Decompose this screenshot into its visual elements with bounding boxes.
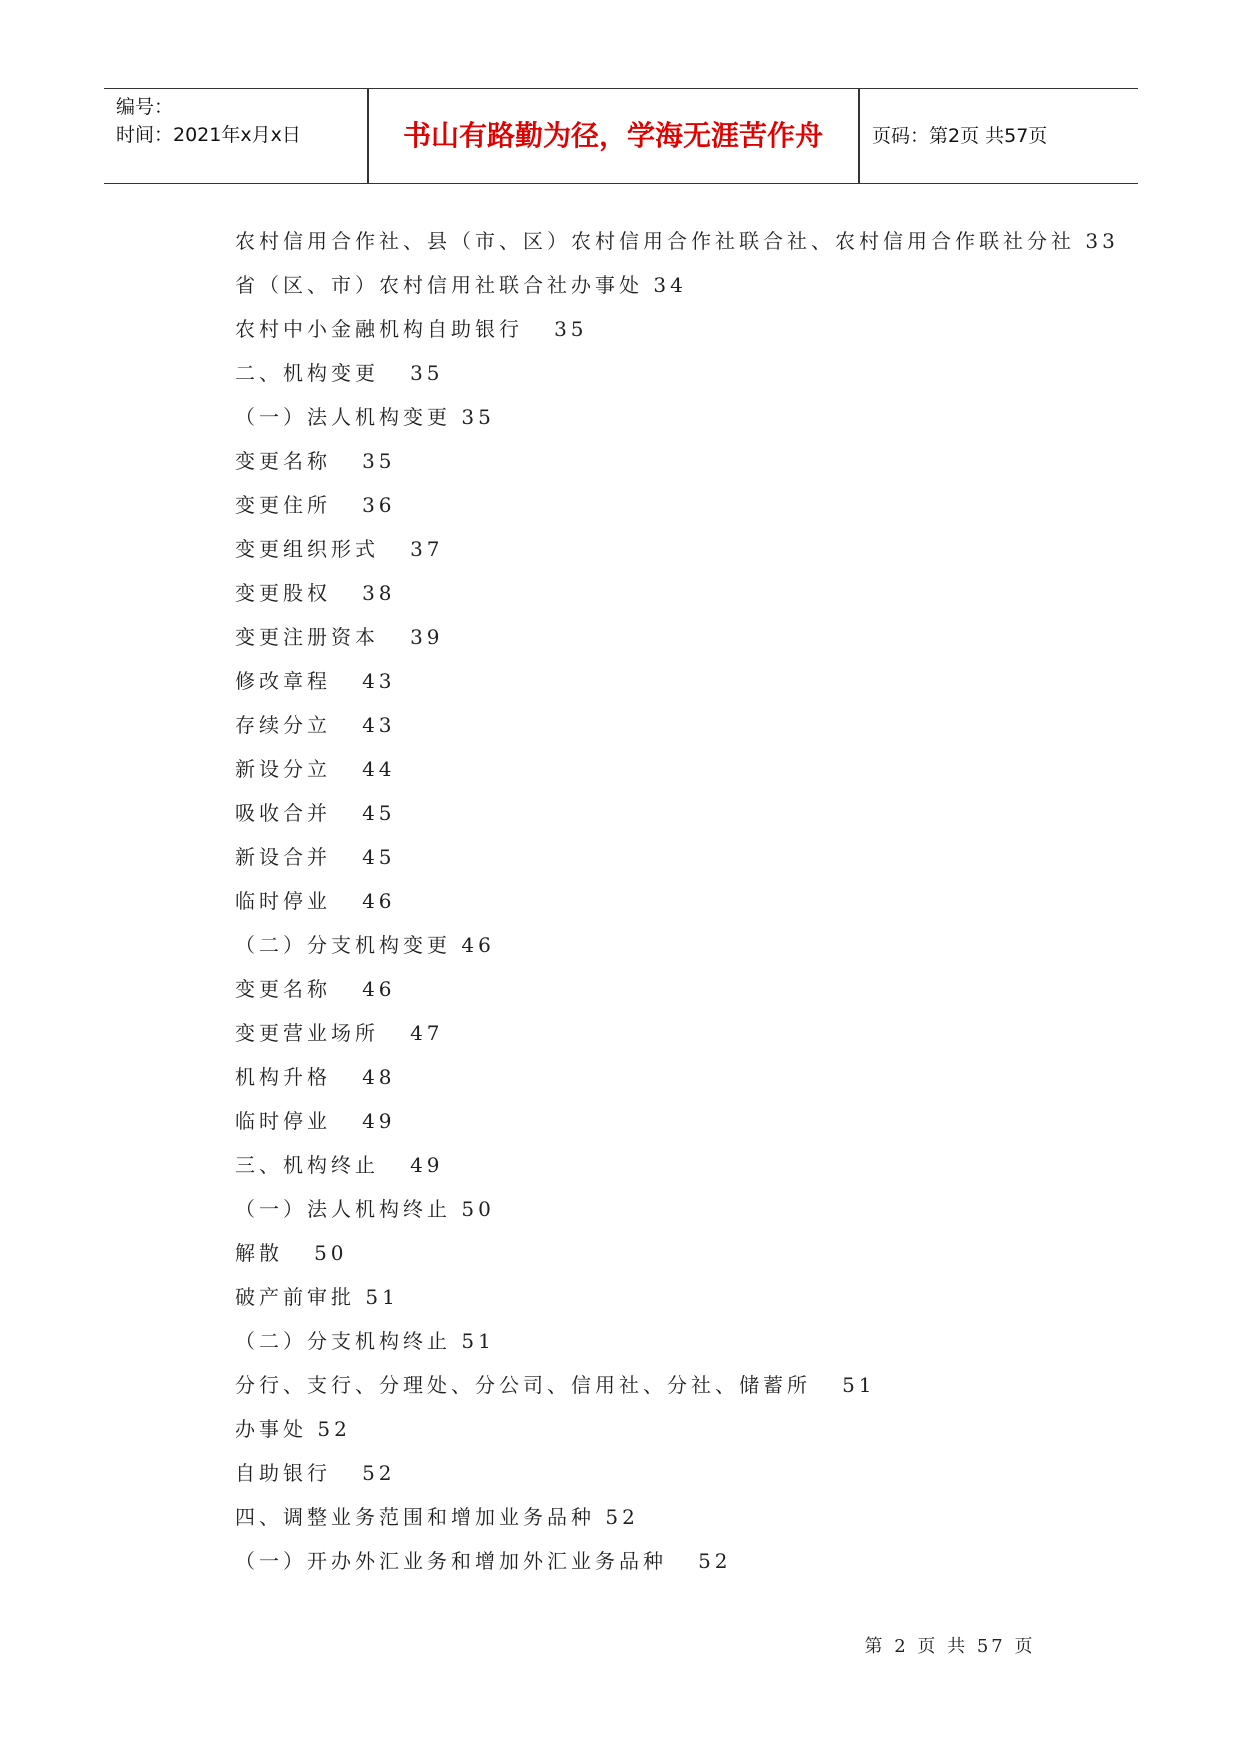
toc-entry: 修改章程 43: [235, 669, 396, 693]
toc-entry: 变更营业场所 47: [235, 1021, 444, 1045]
toc-entry: （二）分支机构终止 51: [235, 1329, 495, 1353]
toc-entry: 吸收合并 45: [235, 801, 396, 825]
page-header: [104, 88, 1138, 184]
toc-entry: （一）开办外汇业务和增加外汇业务品种 52: [235, 1549, 732, 1573]
toc-entry: 三、机构终止 49: [235, 1153, 444, 1177]
toc-entry: （二）分支机构变更 46: [235, 933, 495, 957]
toc-entry: 新设合并 45: [235, 845, 396, 869]
toc-entry: 临时停业 49: [235, 1109, 396, 1133]
toc-entry: 省（区、市）农村信用社联合社办事处 34: [235, 273, 687, 297]
page-footer-number: 第 2 页 共 57 页: [864, 1636, 1036, 1657]
document-number-label: 编号：: [116, 96, 174, 118]
toc-entry: （一）法人机构终止 50: [235, 1197, 495, 1221]
document-time-label: 时间：2021年x月x日: [116, 124, 301, 146]
header-motto: 书山有路勤为径，学海无涯苦作舟: [402, 119, 823, 152]
toc-entry: 存续分立 43: [235, 713, 396, 737]
toc-entry: 农村信用合作社、县（市、区）农村信用合作社联合社、农村信用合作联社分社 33: [235, 229, 1119, 253]
toc-entry: 解散 50: [235, 1241, 348, 1265]
table-of-contents: [235, 219, 1135, 1583]
toc-entry: 二、机构变更 35: [235, 361, 444, 385]
header-page-number: 页码：第2页 共57页: [872, 125, 1048, 147]
toc-entry: 变更股权 38: [235, 581, 396, 605]
toc-entry: 变更注册资本 39: [235, 625, 444, 649]
toc-entry: 机构升格 48: [235, 1065, 396, 1089]
toc-entry: 变更组织形式 37: [235, 537, 444, 561]
toc-entry: 四、调整业务范围和增加业务品种 52: [235, 1505, 639, 1529]
toc-entry: 农村中小金融机构自助银行 35: [235, 317, 588, 341]
header-meta: [116, 93, 366, 149]
toc-entry: 变更名称 46: [235, 977, 396, 1001]
toc-entry: 变更名称 35: [235, 449, 396, 473]
toc-entry: （一）法人机构变更 35: [235, 405, 495, 429]
toc-entry: 破产前审批 51: [235, 1285, 399, 1309]
header-divider: [858, 89, 860, 183]
toc-entry: 办事处 52: [235, 1417, 351, 1441]
toc-entry: 临时停业 46: [235, 889, 396, 913]
toc-entry: 变更住所 36: [235, 493, 396, 517]
toc-entry: 分行、支行、分理处、分公司、信用社、分社、储蓄所 51: [235, 1373, 876, 1397]
toc-entry: 新设分立 44: [235, 757, 396, 781]
toc-entry: 自助银行 52: [235, 1461, 396, 1485]
